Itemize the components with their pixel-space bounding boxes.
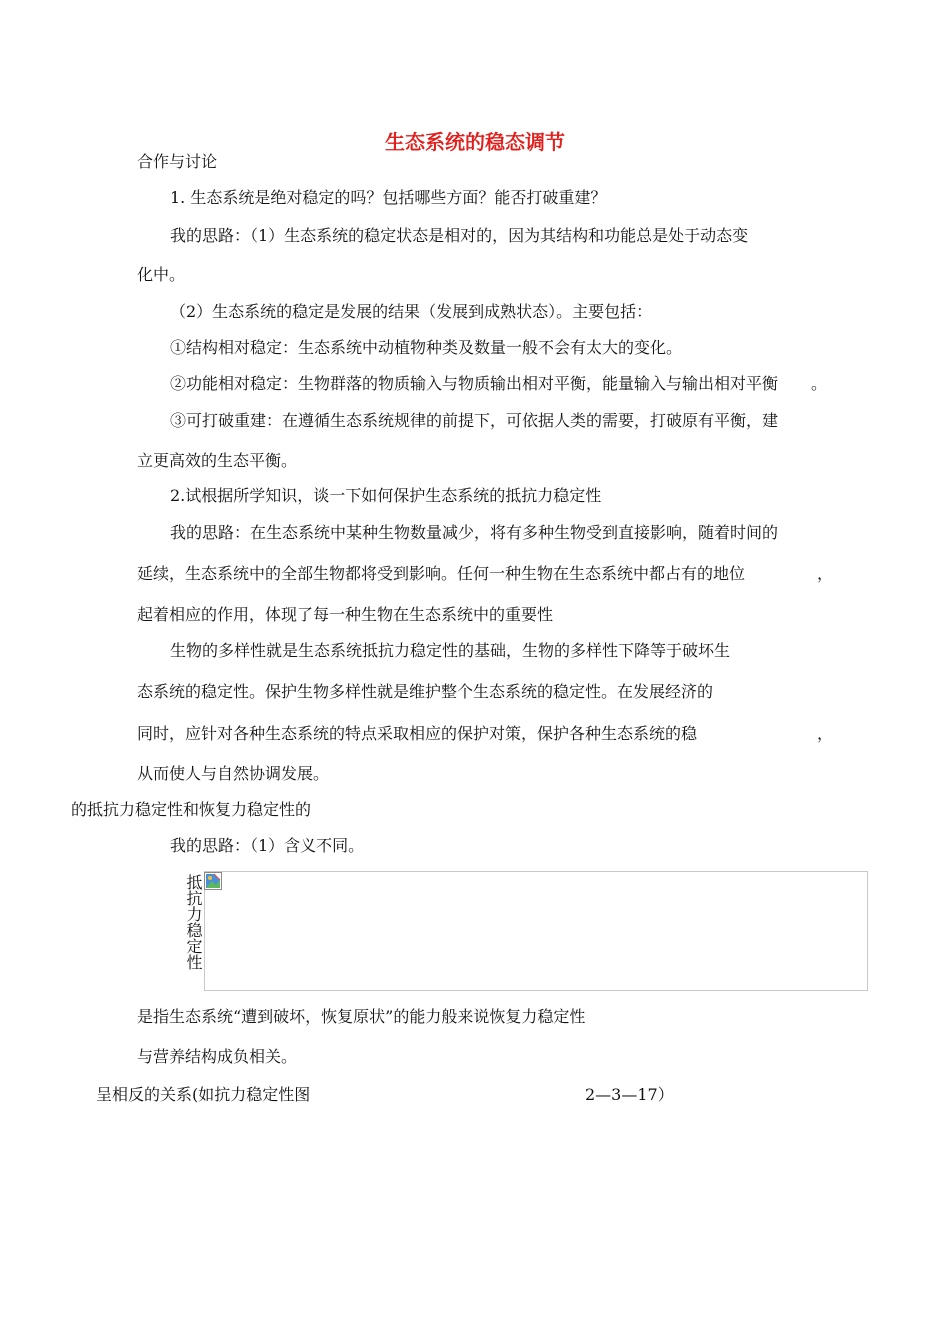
answer-2-line-6-end: ， (817, 724, 834, 743)
answer-1-line-2: 化中。 (137, 265, 186, 284)
broken-image-icon (204, 872, 222, 890)
question-3: 的抵抗力稳定性和恢复力稳定性的 (71, 800, 312, 819)
answer-3-line-2: 是指生态系统“遭到破坏，恢复原状”的能力般来说恢复力稳定性 (137, 1007, 586, 1026)
section-heading: 合作与讨论 (137, 152, 218, 171)
answer-2-line-2: 延续，生态系统中的全部生物都将受到影响。任何一种生物在生态系统中都占有的地位 (137, 564, 746, 583)
answer-2-line-6: 同时，应针对各种生态系统的特点采取相应的保护对策，保护各种生态系统的稳 (137, 724, 698, 743)
answer-1-item-3-cont: 立更高效的生态平衡。 (137, 451, 298, 470)
answer-1-item-2: ②功能相对稳定：生物群落的物质输入与物质输出相对平衡，能量输入与输出相对平衡 (170, 374, 779, 393)
page-title: 生态系统的稳态调节 (385, 130, 565, 154)
vertical-label: 抵抗力稳定性 (184, 874, 203, 970)
answer-2-line-1: 我的思路：在生态系统中某种生物数量减少，将有多种生物受到直接影响，随着时间的 (170, 523, 779, 542)
answer-2-line-4: 生物的多样性就是生态系统抵抗力稳定性的基础，生物的多样性下降等于破坏生 (170, 641, 731, 660)
answer-2-line-3: 起着相应的作用，体现了每一种生物在生态系统中的重要性 (137, 605, 554, 624)
question-1: 1. 生态系统是绝对稳定的吗？包括哪些方面？能否打破重建？ (170, 188, 607, 207)
answer-1-point-2: （2）生态系统的稳定是发展的结果（发展到成熟状态）。主要包括： (170, 302, 653, 321)
answer-2-line-7: 从而使人与自然协调发展。 (137, 764, 330, 783)
figure-reference: 2—3—17） (585, 1085, 674, 1104)
answer-3-line-4: 呈相反的关系(如抗力稳定性图 (96, 1085, 311, 1104)
answer-2-line-2-end: ， (817, 564, 834, 583)
answer-2-line-5: 态系统的稳定性。保护生物多样性就是维护整个生态系统的稳定性。在发展经济的 (137, 682, 714, 701)
answer-3-line-3: 与营养结构成负相关。 (137, 1047, 298, 1066)
answer-1-item-2-end: 。 (811, 374, 828, 393)
question-2: 2.试根据所学知识，谈一下如何保护生态系统的抵抗力稳定性 (170, 486, 602, 505)
answer-3-line-1: 我的思路：（1）含义不同。 (170, 836, 365, 855)
figure-frame (204, 871, 868, 991)
answer-1-item-1: ①结构相对稳定：生态系统中动植物种类及数量一般不会有太大的变化。 (170, 338, 683, 357)
answer-1-line-1: 我的思路：（1）生态系统的稳定状态是相对的，因为其结构和功能总是处于动态变 (170, 226, 749, 245)
answer-1-item-3: ③可打破重建：在遵循生态系统规律的前提下，可依据人类的需要，打破原有平衡，建 (170, 411, 779, 430)
